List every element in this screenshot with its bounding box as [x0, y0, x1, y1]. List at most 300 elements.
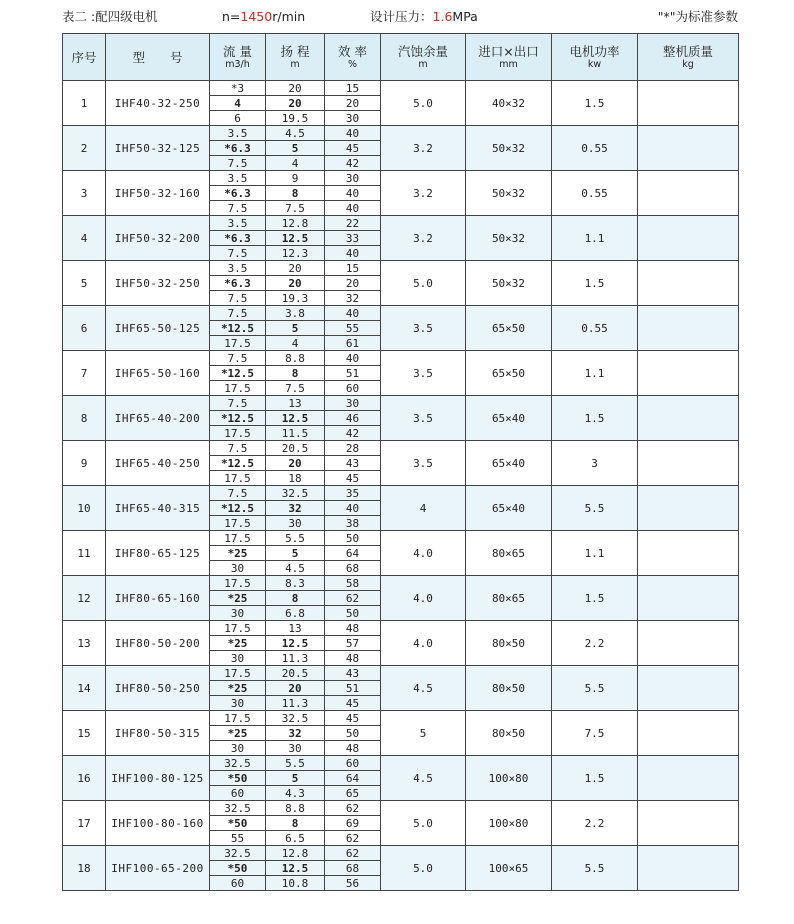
- header-label: 进口×出口: [478, 43, 539, 59]
- flow-cell: 17.5: [210, 426, 266, 441]
- head-cell: 18: [266, 471, 325, 486]
- head-cell: 12.8: [266, 846, 325, 861]
- flow-cell: 7.5: [210, 291, 266, 306]
- header-label: 流 量: [223, 43, 252, 59]
- flow-cell: 7.5: [210, 441, 266, 456]
- flow-cell: 30: [210, 606, 266, 621]
- inlet-outlet-cell: 65×50: [466, 306, 552, 351]
- npsh-cell: 3.2: [381, 171, 466, 216]
- head-cell: 10.8: [266, 876, 325, 891]
- head-cell: 19.5: [266, 111, 325, 126]
- unit-mass-cell: [638, 216, 739, 261]
- head-cell: 5.5: [266, 531, 325, 546]
- flow-cell: 17.5: [210, 666, 266, 681]
- efficiency-cell: 68: [325, 561, 381, 576]
- flow-cell: 7.5: [210, 396, 266, 411]
- model-cell: IHF80-65-160: [106, 576, 210, 621]
- unit-mass-cell: [638, 396, 739, 441]
- pump-spec-table: [62, 33, 739, 891]
- unit-mass-cell: [638, 486, 739, 531]
- header-unit: kw: [587, 58, 602, 70]
- flow-cell: *12.5: [210, 501, 266, 516]
- efficiency-cell: 45: [325, 141, 381, 156]
- motor-power-cell: 1.1: [552, 351, 638, 396]
- efficiency-cell: 32: [325, 291, 381, 306]
- motor-power-cell: 3: [552, 441, 638, 486]
- header-unit: kg: [682, 58, 694, 70]
- efficiency-cell: 20: [325, 276, 381, 291]
- table-label: 表二 :配四级电机: [62, 9, 158, 24]
- motor-power-cell: 5.5: [552, 486, 638, 531]
- header-label: 效 率: [338, 43, 367, 59]
- table-row: [63, 216, 739, 231]
- flow-cell: 60: [210, 786, 266, 801]
- table-row: [63, 756, 739, 771]
- motor-power-cell: 5.5: [552, 666, 638, 711]
- efficiency-cell: 62: [325, 591, 381, 606]
- table-row: [63, 531, 739, 546]
- model-cell: IHF40-32-250: [106, 81, 210, 126]
- head-cell: 20: [266, 81, 325, 96]
- flow-cell: *12.5: [210, 321, 266, 336]
- efficiency-cell: 38: [325, 516, 381, 531]
- row-number: 5: [63, 261, 106, 306]
- inlet-outlet-cell: 80×50: [466, 711, 552, 756]
- npsh-cell: 3.5: [381, 306, 466, 351]
- flow-cell: 17.5: [210, 531, 266, 546]
- header-flow: [210, 34, 266, 81]
- head-cell: 12.5: [266, 636, 325, 651]
- flow-cell: 3.5: [210, 126, 266, 141]
- header-unit: m: [418, 58, 428, 70]
- efficiency-cell: 40: [325, 246, 381, 261]
- head-cell: 8: [266, 366, 325, 381]
- row-number: 13: [63, 621, 106, 666]
- flow-cell: 17.5: [210, 516, 266, 531]
- npsh-cell: 3.5: [381, 351, 466, 396]
- head-cell: 20: [266, 681, 325, 696]
- flow-cell: 30: [210, 561, 266, 576]
- standard-parameter-note: "*"为标准参数: [657, 9, 738, 24]
- efficiency-cell: 62: [325, 801, 381, 816]
- npsh-cell: 3.2: [381, 126, 466, 171]
- model-cell: IHF50-32-160: [106, 171, 210, 216]
- model-cell: IHF80-65-125: [106, 531, 210, 576]
- head-cell: 20.5: [266, 666, 325, 681]
- row-number: 9: [63, 441, 106, 486]
- unit-mass-cell: [638, 846, 739, 891]
- efficiency-cell: 30: [325, 396, 381, 411]
- motor-speed: n=1450r/min: [222, 9, 306, 24]
- efficiency-cell: 30: [325, 171, 381, 186]
- flow-cell: 17.5: [210, 576, 266, 591]
- model-cell: IHF100-80-125: [106, 756, 210, 801]
- head-cell: 12.5: [266, 861, 325, 876]
- head-cell: 6.5: [266, 831, 325, 846]
- row-number: 3: [63, 171, 106, 216]
- head-cell: 5.5: [266, 756, 325, 771]
- row-number: 4: [63, 216, 106, 261]
- efficiency-cell: 40: [325, 501, 381, 516]
- unit-mass-cell: [638, 666, 739, 711]
- head-cell: 11.5: [266, 426, 325, 441]
- efficiency-cell: 69: [325, 816, 381, 831]
- row-number: 7: [63, 351, 106, 396]
- efficiency-cell: 28: [325, 441, 381, 456]
- motor-power-cell: 1.5: [552, 576, 638, 621]
- unit-mass-cell: [638, 576, 739, 621]
- flow-cell: 4: [210, 96, 266, 111]
- unit-mass-cell: [638, 801, 739, 846]
- flow-cell: *3: [210, 81, 266, 96]
- motor-power-cell: 2.2: [552, 621, 638, 666]
- flow-cell: 30: [210, 741, 266, 756]
- flow-cell: *6.3: [210, 141, 266, 156]
- npsh-cell: 5.0: [381, 801, 466, 846]
- table-header-row: [63, 34, 739, 81]
- flow-cell: 60: [210, 876, 266, 891]
- header-inlet-outlet: [466, 34, 552, 81]
- unit-mass-cell: [638, 711, 739, 756]
- motor-power-cell: 1.5: [552, 81, 638, 126]
- efficiency-cell: 30: [325, 111, 381, 126]
- header-label: 型 号: [132, 49, 183, 65]
- unit-mass-cell: [638, 81, 739, 126]
- head-cell: 4.5: [266, 561, 325, 576]
- npsh-cell: 3.5: [381, 441, 466, 486]
- table-row: [63, 306, 739, 321]
- efficiency-cell: 48: [325, 651, 381, 666]
- table-row: [63, 666, 739, 681]
- efficiency-cell: 50: [325, 726, 381, 741]
- npsh-cell: 4.0: [381, 621, 466, 666]
- head-cell: 32.5: [266, 486, 325, 501]
- npsh-cell: 4.0: [381, 576, 466, 621]
- flow-cell: 17.5: [210, 381, 266, 396]
- efficiency-cell: 51: [325, 366, 381, 381]
- efficiency-cell: 45: [325, 711, 381, 726]
- model-cell: IHF65-50-125: [106, 306, 210, 351]
- model-cell: IHF80-50-315: [106, 711, 210, 756]
- motor-power-cell: 0.55: [552, 171, 638, 216]
- npsh-cell: 3.5: [381, 396, 466, 441]
- efficiency-cell: 50: [325, 606, 381, 621]
- head-cell: 11.3: [266, 696, 325, 711]
- row-number: 12: [63, 576, 106, 621]
- head-cell: 5: [266, 321, 325, 336]
- table-row: [63, 486, 739, 501]
- flow-cell: *12.5: [210, 411, 266, 426]
- npsh-cell: 5: [381, 711, 466, 756]
- model-cell: IHF65-40-250: [106, 441, 210, 486]
- flow-cell: 17.5: [210, 711, 266, 726]
- flow-cell: *50: [210, 771, 266, 786]
- flow-cell: *12.5: [210, 456, 266, 471]
- inlet-outlet-cell: 65×40: [466, 486, 552, 531]
- head-cell: 7.5: [266, 381, 325, 396]
- flow-cell: 3.5: [210, 216, 266, 231]
- npsh-cell: 4: [381, 486, 466, 531]
- flow-cell: *6.3: [210, 186, 266, 201]
- flow-cell: *25: [210, 591, 266, 606]
- unit-mass-cell: [638, 441, 739, 486]
- head-cell: 3.8: [266, 306, 325, 321]
- inlet-outlet-cell: 40×32: [466, 81, 552, 126]
- efficiency-cell: 62: [325, 831, 381, 846]
- motor-power-cell: 1.1: [552, 216, 638, 261]
- model-cell: IHF100-80-160: [106, 801, 210, 846]
- head-cell: 4: [266, 156, 325, 171]
- unit-mass-cell: [638, 351, 739, 396]
- inlet-outlet-cell: 65×50: [466, 351, 552, 396]
- inlet-outlet-cell: 50×32: [466, 126, 552, 171]
- efficiency-cell: 64: [325, 771, 381, 786]
- npsh-cell: 4.5: [381, 666, 466, 711]
- unit-mass-cell: [638, 171, 739, 216]
- head-cell: 5: [266, 141, 325, 156]
- header-motor-power: [552, 34, 638, 81]
- inlet-outlet-cell: 50×32: [466, 261, 552, 306]
- head-cell: 8.8: [266, 351, 325, 366]
- head-cell: 8: [266, 816, 325, 831]
- head-cell: 30: [266, 516, 325, 531]
- table-row: [63, 441, 739, 456]
- inlet-outlet-cell: 80×50: [466, 666, 552, 711]
- motor-power-cell: 1.5: [552, 261, 638, 306]
- row-number: 18: [63, 846, 106, 891]
- model-cell: IHF65-40-315: [106, 486, 210, 531]
- motor-power-cell: 1.5: [552, 396, 638, 441]
- header-label: 整机质量: [662, 43, 713, 59]
- head-cell: 9: [266, 171, 325, 186]
- flow-cell: 17.5: [210, 621, 266, 636]
- efficiency-cell: 68: [325, 861, 381, 876]
- flow-cell: 32.5: [210, 801, 266, 816]
- efficiency-cell: 65: [325, 786, 381, 801]
- npsh-cell: 5.0: [381, 846, 466, 891]
- unit-mass-cell: [638, 126, 739, 171]
- efficiency-cell: 50: [325, 531, 381, 546]
- efficiency-cell: 51: [325, 681, 381, 696]
- flow-cell: 17.5: [210, 471, 266, 486]
- efficiency-cell: 35: [325, 486, 381, 501]
- head-cell: 20: [266, 96, 325, 111]
- efficiency-cell: 58: [325, 576, 381, 591]
- table-caption: [62, 8, 738, 26]
- efficiency-cell: 15: [325, 261, 381, 276]
- header-efficiency: [325, 34, 381, 81]
- npsh-cell: 4.0: [381, 531, 466, 576]
- flow-cell: 32.5: [210, 846, 266, 861]
- model-cell: IHF80-50-250: [106, 666, 210, 711]
- flow-cell: 7.5: [210, 156, 266, 171]
- unit-mass-cell: [638, 531, 739, 576]
- motor-power-cell: 1.5: [552, 756, 638, 801]
- table-row: [63, 801, 739, 816]
- unit-mass-cell: [638, 306, 739, 351]
- row-number: 8: [63, 396, 106, 441]
- flow-cell: 17.5: [210, 336, 266, 351]
- flow-cell: 7.5: [210, 486, 266, 501]
- efficiency-cell: 46: [325, 411, 381, 426]
- flow-cell: 6: [210, 111, 266, 126]
- head-cell: 32.5: [266, 711, 325, 726]
- efficiency-cell: 40: [325, 351, 381, 366]
- head-cell: 12.5: [266, 231, 325, 246]
- table-row: [63, 621, 739, 636]
- head-cell: 5: [266, 771, 325, 786]
- flow-cell: 7.5: [210, 306, 266, 321]
- motor-power-cell: 7.5: [552, 711, 638, 756]
- head-cell: 20: [266, 456, 325, 471]
- efficiency-cell: 60: [325, 381, 381, 396]
- row-number: 6: [63, 306, 106, 351]
- head-cell: 5: [266, 546, 325, 561]
- npsh-cell: 3.2: [381, 216, 466, 261]
- flow-cell: *50: [210, 816, 266, 831]
- flow-cell: *25: [210, 546, 266, 561]
- efficiency-cell: 43: [325, 456, 381, 471]
- npsh-cell: 5.0: [381, 261, 466, 306]
- header-unit-mass: [638, 34, 739, 81]
- motor-power-cell: 1.1: [552, 531, 638, 576]
- inlet-outlet-cell: 80×65: [466, 531, 552, 576]
- inlet-outlet-cell: 50×32: [466, 216, 552, 261]
- table-row: [63, 576, 739, 591]
- head-cell: 8.3: [266, 576, 325, 591]
- header-unit: m: [290, 58, 300, 70]
- head-cell: 32: [266, 726, 325, 741]
- row-number: 10: [63, 486, 106, 531]
- efficiency-cell: 55: [325, 321, 381, 336]
- header-label: 汽蚀余量: [397, 43, 448, 59]
- flow-cell: *25: [210, 636, 266, 651]
- head-cell: 7.5: [266, 201, 325, 216]
- design-pressure: 设计压力：1.6MPa: [370, 9, 478, 24]
- row-number: 1: [63, 81, 106, 126]
- model-cell: IHF100-65-200: [106, 846, 210, 891]
- table-row: [63, 711, 739, 726]
- header-label: 序号: [71, 49, 97, 65]
- efficiency-cell: 62: [325, 846, 381, 861]
- model-cell: IHF50-32-250: [106, 261, 210, 306]
- row-number: 15: [63, 711, 106, 756]
- head-cell: 20: [266, 261, 325, 276]
- motor-power-cell: 5.5: [552, 846, 638, 891]
- table-row: [63, 351, 739, 366]
- efficiency-cell: 40: [325, 306, 381, 321]
- efficiency-cell: 56: [325, 876, 381, 891]
- flow-cell: 30: [210, 696, 266, 711]
- model-cell: IHF50-32-125: [106, 126, 210, 171]
- row-number: 16: [63, 756, 106, 801]
- motor-power-cell: 0.55: [552, 126, 638, 171]
- inlet-outlet-cell: 50×32: [466, 171, 552, 216]
- head-cell: 20: [266, 276, 325, 291]
- motor-power-cell: 2.2: [552, 801, 638, 846]
- row-number: 2: [63, 126, 106, 171]
- inlet-outlet-cell: 65×40: [466, 396, 552, 441]
- head-cell: 12.3: [266, 246, 325, 261]
- table-row: [63, 126, 739, 141]
- efficiency-cell: 61: [325, 336, 381, 351]
- flow-cell: *6.3: [210, 276, 266, 291]
- head-cell: 4: [266, 336, 325, 351]
- flow-cell: *12.5: [210, 366, 266, 381]
- header-npsh: [381, 34, 466, 81]
- head-cell: 19.3: [266, 291, 325, 306]
- flow-cell: 7.5: [210, 246, 266, 261]
- efficiency-cell: 45: [325, 471, 381, 486]
- efficiency-cell: 33: [325, 231, 381, 246]
- table-row: [63, 846, 739, 861]
- model-cell: IHF65-40-200: [106, 396, 210, 441]
- flow-cell: *6.3: [210, 231, 266, 246]
- row-number: 11: [63, 531, 106, 576]
- head-cell: 8: [266, 186, 325, 201]
- motor-power-cell: 0.55: [552, 306, 638, 351]
- efficiency-cell: 57: [325, 636, 381, 651]
- efficiency-cell: 20: [325, 96, 381, 111]
- unit-mass-cell: [638, 756, 739, 801]
- head-cell: 4.3: [266, 786, 325, 801]
- efficiency-cell: 42: [325, 426, 381, 441]
- efficiency-cell: 64: [325, 546, 381, 561]
- efficiency-cell: 60: [325, 756, 381, 771]
- efficiency-cell: 48: [325, 741, 381, 756]
- head-cell: 11.3: [266, 651, 325, 666]
- head-cell: 4.5: [266, 126, 325, 141]
- table-row: [63, 171, 739, 186]
- unit-mass-cell: [638, 261, 739, 306]
- head-cell: 13: [266, 396, 325, 411]
- model-cell: IHF80-50-200: [106, 621, 210, 666]
- npsh-cell: 5.0: [381, 81, 466, 126]
- efficiency-cell: 40: [325, 201, 381, 216]
- flow-cell: *50: [210, 861, 266, 876]
- flow-cell: 7.5: [210, 351, 266, 366]
- efficiency-cell: 40: [325, 186, 381, 201]
- header-label: 扬 程: [280, 43, 310, 59]
- flow-cell: 55: [210, 831, 266, 846]
- header-unit: m3/h: [225, 58, 250, 70]
- npsh-cell: 4.5: [381, 756, 466, 801]
- flow-cell: *25: [210, 681, 266, 696]
- head-cell: 30: [266, 741, 325, 756]
- flow-cell: 3.5: [210, 171, 266, 186]
- head-cell: 8.8: [266, 801, 325, 816]
- flow-cell: 7.5: [210, 201, 266, 216]
- head-cell: 32: [266, 501, 325, 516]
- row-number: 14: [63, 666, 106, 711]
- inlet-outlet-cell: 80×65: [466, 576, 552, 621]
- table-row: [63, 396, 739, 411]
- efficiency-cell: 42: [325, 156, 381, 171]
- head-cell: 13: [266, 621, 325, 636]
- flow-cell: 30: [210, 651, 266, 666]
- model-cell: IHF50-32-200: [106, 216, 210, 261]
- header-unit: mm: [499, 58, 518, 70]
- model-cell: IHF65-50-160: [106, 351, 210, 396]
- efficiency-cell: 22: [325, 216, 381, 231]
- flow-cell: 32.5: [210, 756, 266, 771]
- efficiency-cell: 48: [325, 621, 381, 636]
- head-cell: 12.8: [266, 216, 325, 231]
- header-model: [106, 34, 210, 81]
- inlet-outlet-cell: 100×80: [466, 756, 552, 801]
- inlet-outlet-cell: 80×50: [466, 621, 552, 666]
- head-cell: 20.5: [266, 441, 325, 456]
